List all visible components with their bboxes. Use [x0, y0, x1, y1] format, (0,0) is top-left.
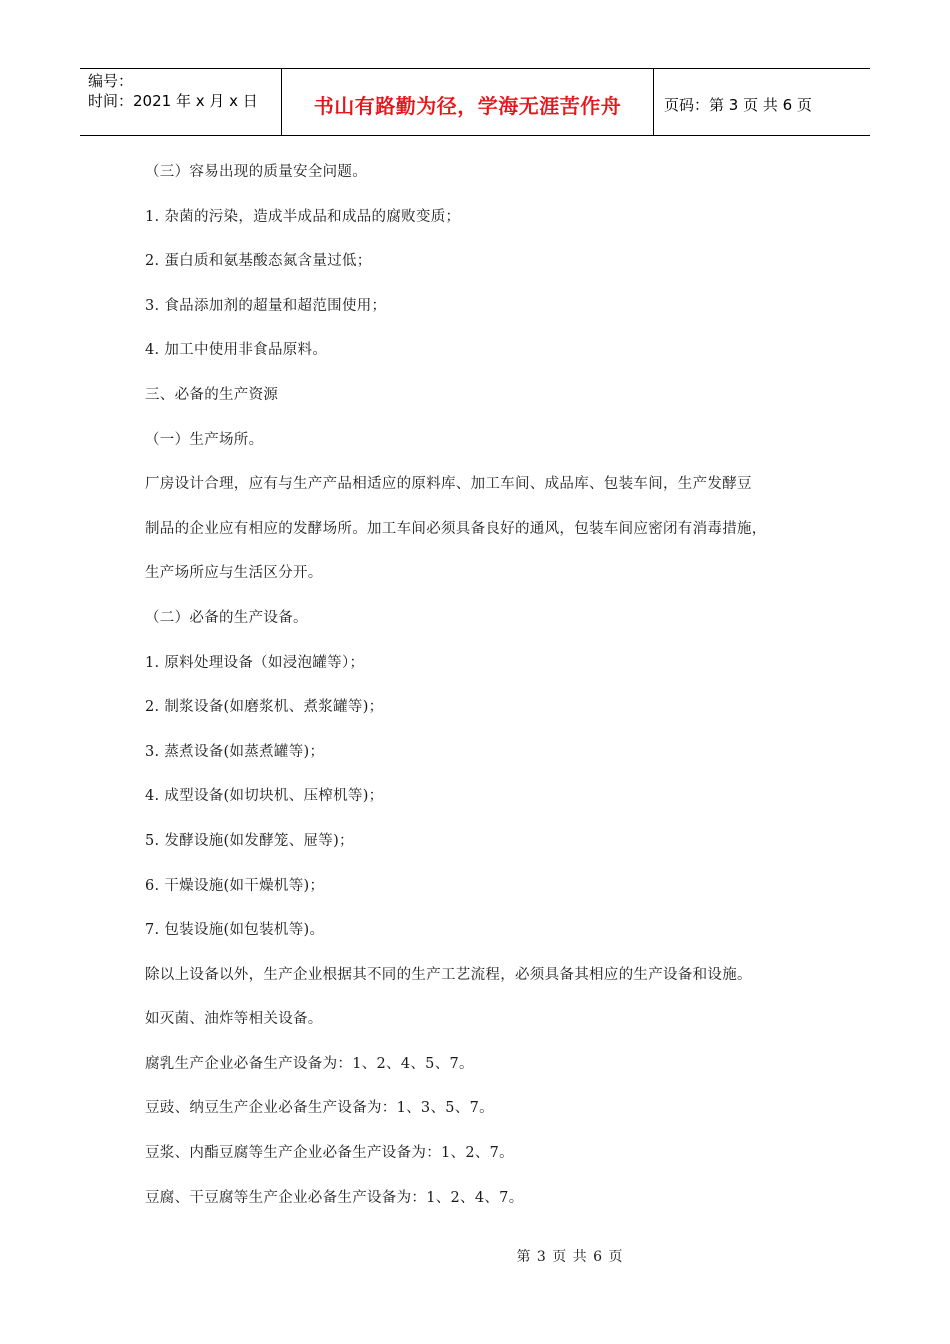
paragraph-line: 豆浆、内酯豆腐等生产企业必备生产设备为：1、2、7。 [145, 1145, 514, 1162]
body-text [145, 150, 825, 1220]
document-time-label: 时间：2021 年 x 月 x 日 [88, 92, 258, 110]
page-footer: 第 3 页 共 6 页 [516, 1249, 624, 1265]
header-motto: 书山有路勤为径，学海无涯苦作舟 [282, 69, 654, 135]
list-item: 1. 杂菌的污染，造成半成品和成品的腐败变质； [145, 208, 461, 225]
paragraph-line: 厂房设计合理，应有与生产产品相适应的原料库、加工车间、成品库、包装车间，生产发酵豆 [145, 476, 752, 493]
section-heading: （二）必备的生产设备。 [145, 609, 308, 626]
paragraph-line: 制品的企业应有相应的发酵场所。加工车间必须具备良好的通风，包装车间应密闭有消毒措施， [145, 520, 767, 537]
list-item: 4. 加工中使用非食品原料。 [145, 342, 328, 359]
list-item: 6. 干燥设施(如干燥机等)； [145, 877, 325, 894]
header-table [80, 68, 870, 136]
paragraph-line: 豆豉、纳豆生产企业必备生产设备为：1、3、5、7。 [145, 1100, 494, 1117]
header-meta-cell [80, 69, 282, 135]
list-item: 4. 成型设备(如切块机、压榨机等)； [145, 788, 384, 805]
list-item: 3. 蒸煮设备(如蒸煮罐等)； [145, 743, 325, 760]
list-item: 7. 包装设施(如包装机等)。 [145, 922, 325, 939]
paragraph-line: 腐乳生产企业必备生产设备为：1、2、4、5、7。 [145, 1055, 474, 1072]
section-heading: （三）容易出现的质量安全问题。 [145, 164, 367, 180]
paragraph-line: 豆腐、干豆腐等生产企业必备生产设备为：1、2、4、7。 [145, 1189, 524, 1206]
section-heading: （一）生产场所。 [145, 431, 264, 448]
list-item: 1. 原料处理设备（如浸泡罐等）； [145, 654, 365, 671]
paragraph-line: 如灭菌、油炸等相关设备。 [145, 1011, 323, 1028]
list-item: 2. 制浆设备(如磨浆机、煮浆罐等)； [145, 699, 384, 716]
header-page-info: 页码：第 3 页 共 6 页 [664, 95, 812, 114]
section-heading: 三、必备的生产资源 [145, 386, 279, 403]
list-item: 5. 发酵设施(如发酵笼、屉等)； [145, 832, 354, 849]
paragraph-line: 生产场所应与生活区分开。 [145, 565, 323, 582]
list-item: 2. 蛋白质和氨基酸态氮含量过低； [145, 253, 372, 270]
paragraph-line: 除以上设备以外，生产企业根据其不同的生产工艺流程，必须具备其相应的生产设备和设施。 [145, 966, 752, 983]
document-number-label: 编号： [88, 72, 134, 90]
list-item: 3. 食品添加剂的超量和超范围使用； [145, 297, 387, 314]
